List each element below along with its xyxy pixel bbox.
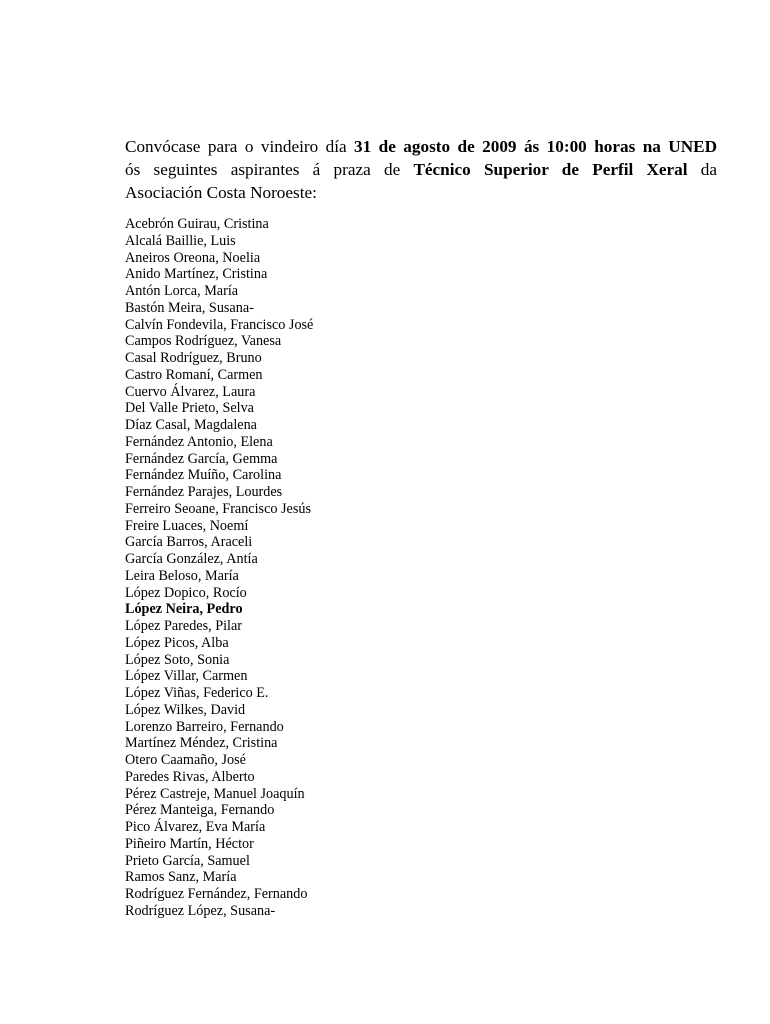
candidate-name: Cuervo Álvarez, Laura [125, 383, 256, 400]
candidate-name: Fernández García, Gemma [125, 450, 278, 467]
document-page [125, 135, 717, 919]
convocation-text: Convócase para o vindeiro día [125, 137, 355, 156]
candidate-name: Aneiros Oreona, Noelia [125, 249, 261, 266]
candidate-name: López Dopico, Rocío [125, 584, 247, 601]
candidate-name: Calvín Fondevila, Francisco José [125, 316, 314, 333]
candidate-name: Prieto García, Samuel [125, 852, 250, 869]
candidate-name: Del Valle Prieto, Selva [125, 400, 254, 417]
candidate-name: López Villar, Carmen [125, 668, 248, 685]
organization-name: Asociación Costa Noroeste: [125, 183, 317, 202]
candidate-name: Anido Martínez, Cristina [125, 266, 268, 283]
candidate-name: Leira Beloso, María [125, 567, 239, 584]
candidate-name: Ferreiro Seoane, Francisco Jesús [125, 500, 311, 517]
candidate-name: Pérez Castreje, Manuel Joaquín [125, 785, 305, 802]
candidate-name: Piñeiro Martín, Héctor [125, 835, 254, 852]
candidate-name: Castro Romaní, Carmen [125, 366, 263, 383]
convocation-line-1 [125, 135, 717, 158]
candidate-name: Paredes Rivas, Alberto [125, 768, 255, 785]
candidate-name: Pico Álvarez, Eva María [125, 819, 266, 835]
convocation-line-3 [125, 181, 717, 204]
candidate-name: Ramos Sanz, María [125, 869, 237, 886]
candidate-name: Campos Rodríguez, Vanesa [125, 333, 282, 350]
candidate-name: Díaz Casal, Magdalena [125, 417, 257, 433]
candidate-name: López Soto, Sonia [125, 651, 230, 668]
candidate-name: López Picos, Alba [125, 634, 229, 651]
candidate-name: García González, Antía [125, 551, 258, 567]
candidate-list [125, 216, 313, 920]
candidate-name: Rodríguez Fernández, Fernando [125, 886, 308, 902]
candidate-name: Otero Caamaño, José [125, 752, 246, 768]
candidate-name: Fernández Antonio, Elena [125, 433, 273, 450]
candidate-name: Rodríguez López, Susana- [125, 902, 276, 919]
candidate-name: Martínez Méndez, Cristina [125, 735, 278, 752]
position-title: Técnico Superior de Perfil Xeral [413, 160, 688, 179]
candidate-name: Lorenzo Barreiro, Fernando [125, 718, 284, 735]
candidate-name: López Wilkes, David [125, 701, 246, 718]
convocation-line-2 [125, 158, 717, 181]
candidate-name: Freire Luaces, Noemí [125, 517, 249, 534]
candidate-name: Fernández Muíño, Carolina [125, 467, 282, 484]
candidate-name: Pérez Manteiga, Fernando [125, 802, 275, 819]
candidate-name: Acebrón Guirau, Cristina [125, 216, 269, 232]
candidate-name: Casal Rodríguez, Bruno [125, 350, 262, 366]
convocation-text: ós seguintes aspirantes á praza de [125, 160, 414, 179]
convocation-date: 31 de agosto de 2009 ás 10:00 horas na UNED [354, 137, 717, 156]
candidate-name: Fernández Parajes, Lourdes [125, 484, 283, 500]
convocation-paragraph [125, 135, 717, 204]
candidate-name: García Barros, Araceli [125, 534, 253, 551]
candidate-name: Antón Lorca, María [125, 283, 239, 299]
candidate-name: López Paredes, Pilar [125, 618, 243, 634]
candidate-name: Bastón Meira, Susana- [125, 299, 254, 316]
candidate-name: López Viñas, Federico E. [125, 685, 269, 701]
candidate-name: López Neira, Pedro [125, 601, 243, 618]
convocation-text: da [687, 160, 717, 179]
candidate-name: Alcalá Baillie, Luis [125, 232, 236, 249]
